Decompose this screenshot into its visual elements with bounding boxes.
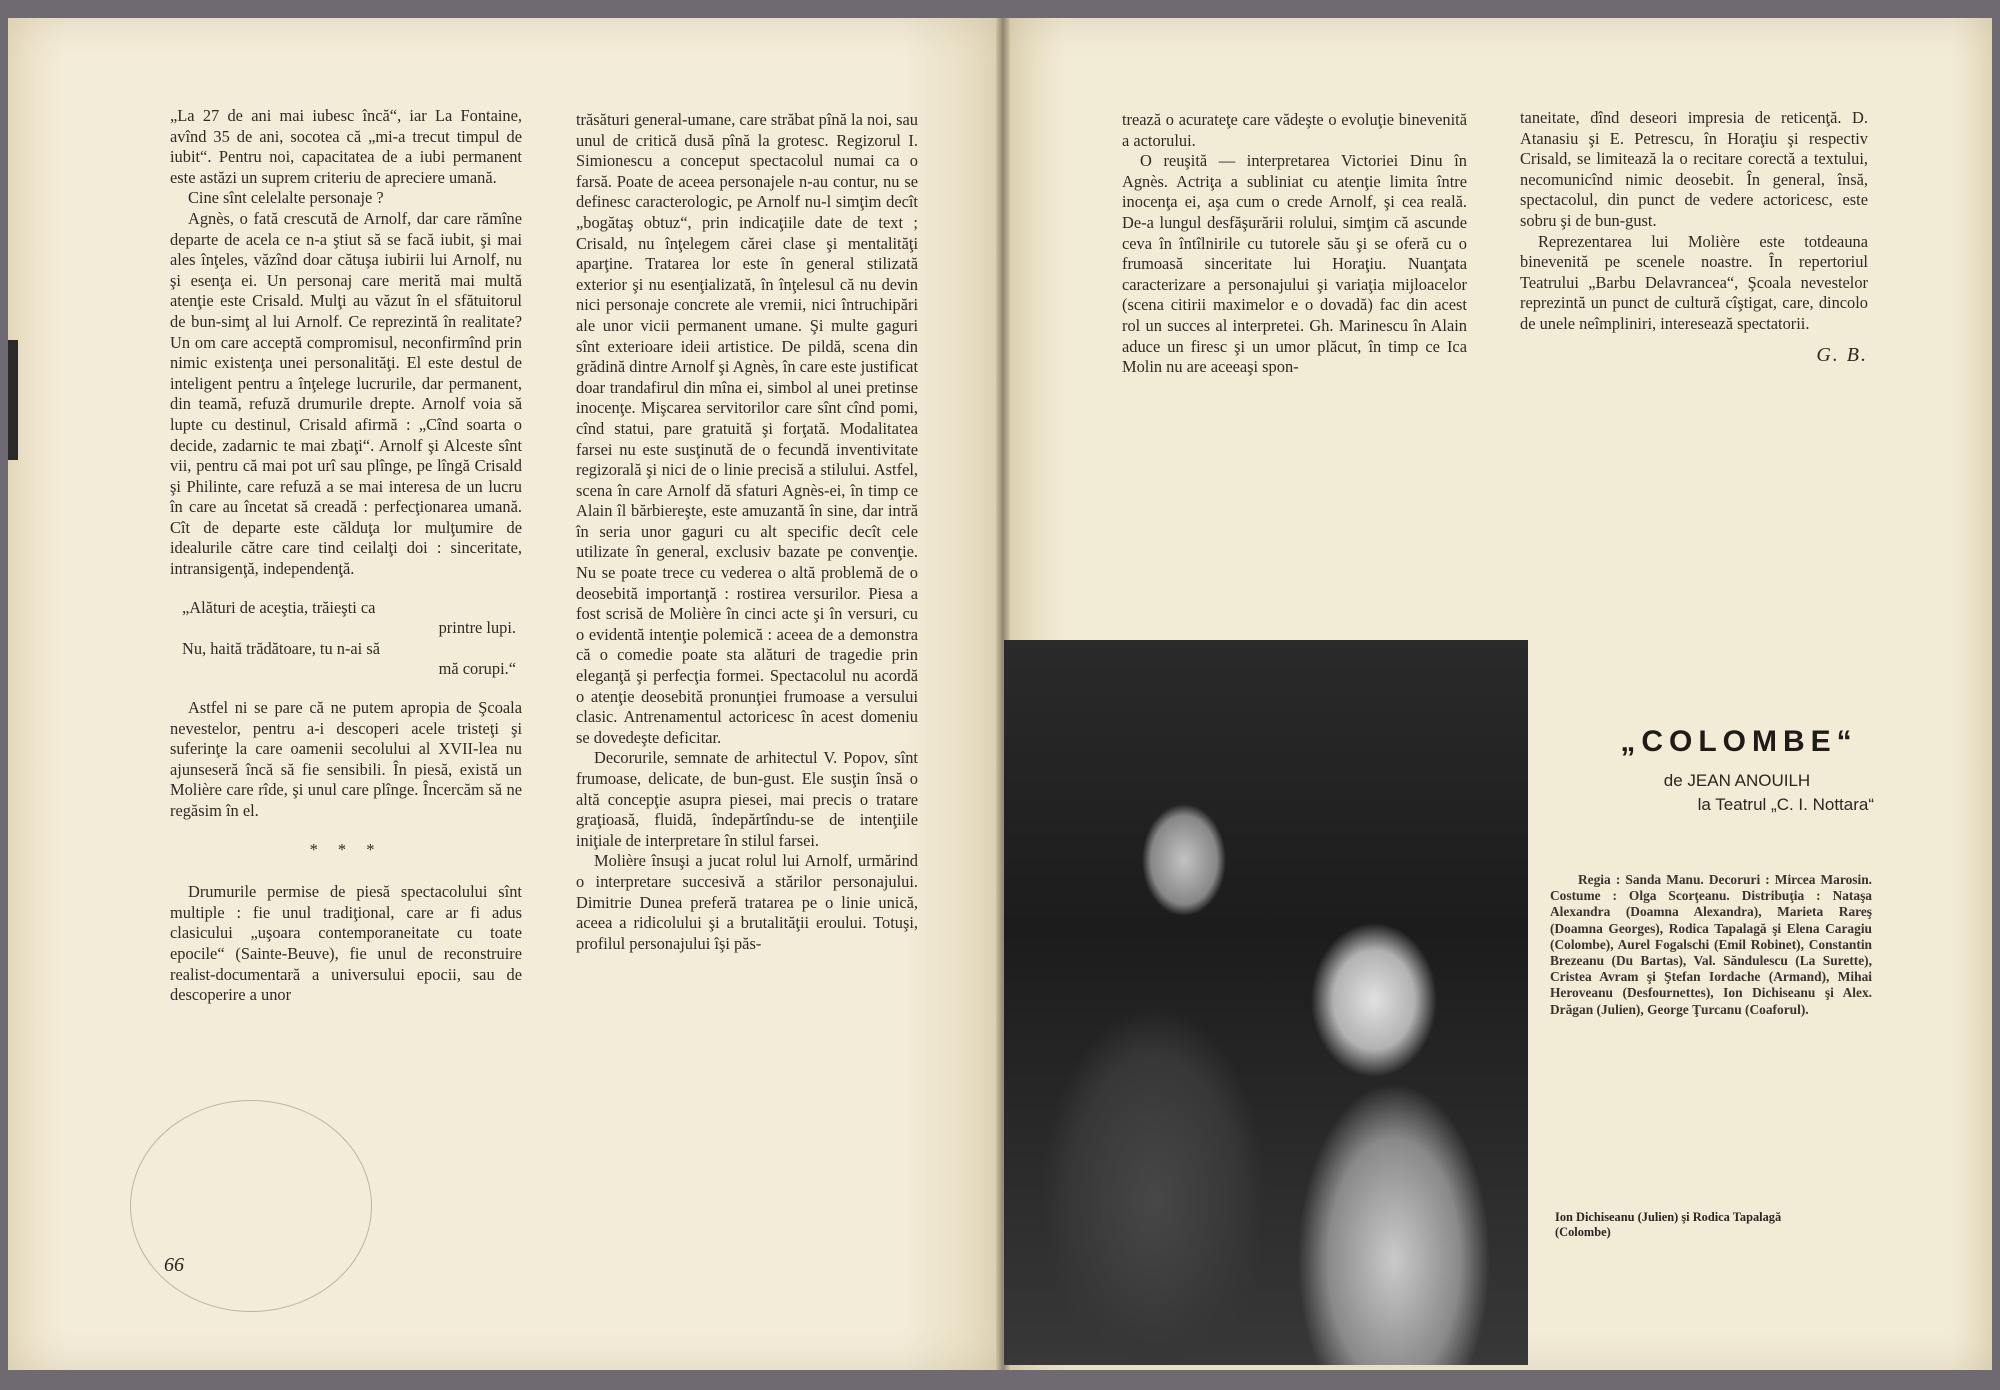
author-signature: G. B. — [1816, 343, 1868, 366]
verse-line: Nu, haită trădătoare, tu n-ai să — [182, 638, 380, 658]
production-credits: Regia : Sanda Manu. Decoruri : Mircea Marosin. Costume : Olga Scorţeanu. Distribuţia : Nataşa Alexandra (Doamna Alexandra), Marieta Rareş (Doamna Georges), Rodica Tapalagă şi Elena Caragiu (Colombe), Aurel Fogalschi (Emil Robinet), Constantin Brezeanu (Du Bartas), Val. Săndulescu (La Surette), Cristea Avram şi Ştefan Iordache (Armand), Mihai Heroveanu (Desfournettes), Ion Dichiseanu şi Alex. Drăgan (Julien), George Ţurcanu (Coaforul). — [1550, 872, 1872, 1017]
page-edge-mark — [8, 340, 18, 460]
section-separator: * * * — [309, 839, 383, 859]
article-author: de JEAN ANOUILH — [1663, 771, 1811, 790]
verse-line: „Alături de aceştia, trăieşti ca — [182, 597, 376, 617]
stage-photo — [1004, 640, 1528, 1365]
photo-caption: Ion Dichiseanu (Julien) şi Rodica Tapalagă (Colombe) — [1555, 1210, 1782, 1239]
paragraph: O reuşită — interpretarea Victoriei Dinu în Agnès. Actriţa a subliniat cu atenţie limita între inocenţa ei, aşa cum o crede Arnolf, şi cea reală. De-a lungul desfăşurării rolului, simţim că ascunde ceva în întîlnirile cu tutorele său şi se oferă cu o frumoasă sinceritate lui Horaţiu. Nuanţata caracterizare a personajului şi variaţia mijloacelor (scena citirii maximelor e o dovadă) fac din acest rol un succes al interpretei. Gh. Marinescu în Alain aduce un firesc şi un umor plăcut, în timp ce Ica Molin nu are aceeaşi spon- — [1122, 151, 1467, 377]
paragraph: Molière însuşi a jucat rolul lui Arnolf, urmărind o interpretare succesivă a stărilor personajului. Dimitrie Dunea preferă tratarea pe o linie unică, aceea a ridicolului şi a brutalităţii eroului. Totuşi, profilul personajului îşi păs- — [576, 851, 918, 953]
left-column-2 — [576, 110, 918, 954]
paragraph: Agnès, o fată crescută de Arnolf, dar care rămîne departe de acela ce n-a ştiut să se facă iubit, şi mai ales înţeles, văzînd doar cătuşa iubirii lui Arnolf, nu şi esenţa ei. Un personaj care merită mai multă atenţie este Crisald. Mulţi au văzut în el sfătuitorul de bun-simţ al lui Arnolf. Ce reprezintă în realitate? Un om care acceptă compromisul, neconfirmînd prin nimic existenţa unei personalităţi. El este destul de inteligent pentru a înţelege lucrurile, dar permanent, din teamă, refuză drumurile drepte. Arnolf voia să lupte cu destinul, Crisald afirmă : „Cînd soarta o decide, zadarnic te mai zbaţi“. Arnolf şi Alceste sînt vii, pentru că mai pot urî sau plînge, pe lîngă Crisald şi Philinte, care refuză a se mai interesa de un lucru în care au încetat să creadă : perfecţionarea umană. Cît de departe este călduţa lor mulţumire de idealurile către care tind ceilalţi doi : sinceritate, intransigenţă, independenţă. — [170, 208, 522, 579]
article-title: „COLOMBE“ — [1620, 725, 1858, 758]
paragraph: Reprezentarea lui Molière este totdeauna binevenită pe scenele noastre. În repertoriul Teatrului „Barbu Delavrancea“, Şcoala nevestelor reprezintă un punct de cultură cîştigat, care, dincolo de unele neîmpliniri, interesează spectatorii. — [1520, 231, 1868, 333]
paragraph: Drumurile permise de piesă spectacolului sînt multiple : fie unul tradiţional, care ar fi adus clasicului „uşoara contemporaneitate cu toate epocile“ (Sainte-Beuve), fie unul de reconstruire realist-documentară a universului epocii, sau de descoperire a unor — [170, 882, 522, 1005]
right-column-2 — [1520, 108, 1868, 365]
article-venue: la Teatrul „C. I. Nottara“ — [1697, 795, 1874, 814]
pencil-mark — [130, 1100, 372, 1312]
paragraph: Decorurile, semnate de arhitectul V. Popov, sînt frumoase, delicate, de bun-gust. Ele susţin însă o altă concepţie asupra piesei, mai precis o tratare graţioasă, fluidă, îndepărtîndu-se de intenţiile iniţiale de interpretare în stilul farsei. — [576, 748, 918, 850]
paragraph: „La 27 de ani mai iubesc încă“, iar La Fontaine, avînd 35 de ani, socotea că „mi-a trecut timpul de iubit“. Pentru noi, capacitatea de a iubi permanent este astăzi un suprem criteriu de apreciere umană. — [170, 106, 522, 187]
paragraph: trează o acurateţe care vădeşte o evoluţie binevenită a actorului. — [1122, 110, 1467, 150]
paragraph: taneitate, dînd deseori impresia de reticenţă. D. Atanasiu şi E. Petrescu, în Horaţiu şi respectiv Crisald, se limitează la o recitare corectă a textului, necomunicînd nimic deosebit. În general, însă, spectacolul, din punct de vedere actoricesc, este sobru şi de bun-gust. — [1520, 108, 1868, 230]
paragraph: Cine sînt celelalte personaje ? — [188, 188, 384, 208]
right-column-1 — [1122, 110, 1467, 378]
left-column-1 — [170, 106, 522, 1006]
article-heading — [1600, 725, 1878, 817]
page-number: 66 — [164, 1254, 184, 1276]
paragraph: Astfel ni se pare că ne putem apropia de Şcoala nevestelor, pentru a-i descoperi acele tristeţi şi suferinţe la care oamenii secolului al XVII-lea nu ajunseseră încă să fie sensibili. În piesă, există un Molière care rîde, şi unul care plînge. Încercăm să ne regăsim în el. — [170, 698, 522, 820]
paragraph: trăsături general-umane, care străbat pînă la noi, sau unul de critică dusă pînă la grotesc. Regizorul I. Simionescu a conceput spectacolul numai ca o farsă. Poate de aceea personajele n-au contur, nu se definesc caracterologic, pe Arnolf nu-l simţim decît „bogătaş obtuz“, prin indicaţiile date de text ; Crisald, nu înţelegem cărei clase şi mentalităţi aparţine. Tratarea lor este în general stilizată exterior şi nu esenţializată, în înţelesul că nu devin nici personaje concrete ale vremii, nici întruchipări ale unor vicii permanent umane. Şi multe gaguri sînt exterioare ideii artistice. De pildă, scena din grădină dintre Arnolf şi Agnès, în care este justificat doar trandafirul din mîna ei, simbol al unei pretinse inocenţe. Mişcarea servitorilor care sînt cînd pomi, cînd statui, pare gratuită şi forţată. Modalitatea farsei nu este susţinută de o fecundă inventivitate regizorală şi nici de o linie precisă a stilului. Astfel, scena în care Arnolf dă sfaturi Agnès-ei, în timp ce Alain îl bărbiereşte, este amuzantă în sine, dar intră în seria unor gaguri cu alt specific decît cele utilizate în general, exclusiv bazate pe convenţie. Nu se poate trece cu vederea o altă problemă de o deosebită importanţă : rostirea versurilor. Piesa a fost scrisă de Molière în cinci acte şi în versuri, cu o evidentă intenţie polemică : aceea de a demonstra că o comedie poate sta alături de tragedie prin eleganţă şi perfecţia formei. Spectacolul nu acordă o atenţie deosebită pronunţiei frumoase a versului clasic. Antrenamentul actoricesc în acest domeniu se dovedeşte deficitar. — [576, 110, 918, 747]
verse-line: mă corupi.“ — [438, 659, 516, 679]
verse-line: printre lupi. — [438, 618, 516, 638]
verse-quote — [182, 598, 522, 680]
